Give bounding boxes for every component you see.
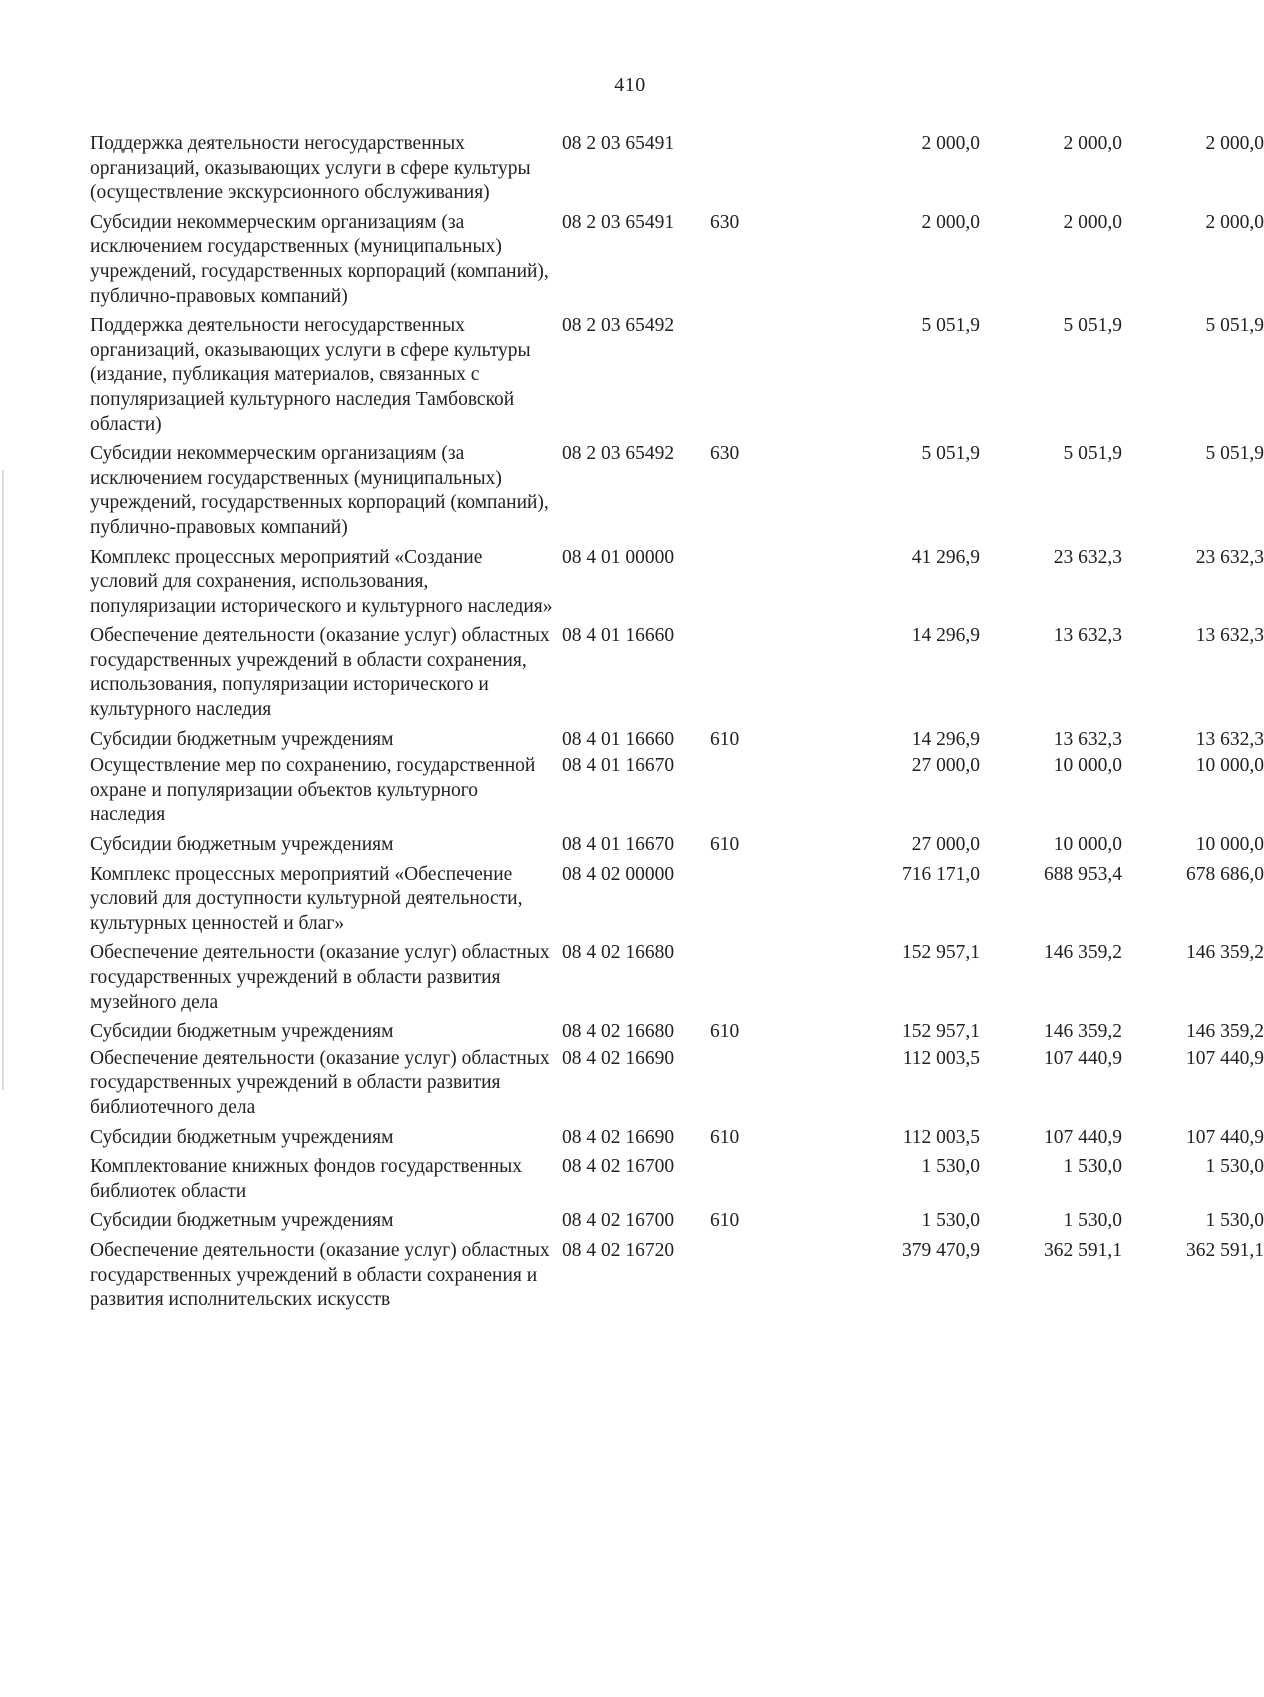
row-amount-year-3: 107 440,9 bbox=[1186, 1047, 1264, 1069]
table-row bbox=[90, 546, 1264, 620]
row-code: 08 4 02 16690 bbox=[562, 1047, 675, 1069]
row-amount-year-2: 1 530,0 bbox=[1063, 1210, 1122, 1232]
row-name: Субсидии некоммерческим организациям (за исключением государственных (муниципальных) учреждений, государственных корпораций (компаний), публично-правовых компаний) bbox=[90, 211, 549, 307]
row-name: Субсидии некоммерческим организациям (за исключением государственных (муниципальных) учреждений, государственных корпораций (компаний), публично-правовых компаний) bbox=[90, 443, 549, 538]
row-amount-year-1: 2 000,0 bbox=[921, 211, 980, 233]
row-amount-year-2: 1 530,0 bbox=[1063, 1156, 1122, 1178]
row-name: Субсидии бюджетным учреждениям bbox=[90, 1021, 394, 1043]
row-amount-year-3: 23 632,3 bbox=[1195, 546, 1264, 568]
row-name: Субсидии бюджетным учреждениям bbox=[90, 834, 394, 856]
row-code: 08 4 02 16680 bbox=[562, 942, 675, 964]
table-row bbox=[90, 132, 1264, 206]
row-code: 08 4 02 16700 bbox=[562, 1156, 675, 1178]
row-amount-year-2: 2 000,0 bbox=[1063, 211, 1122, 233]
row-amount-year-3: 2 000,0 bbox=[1205, 133, 1264, 154]
table-row bbox=[90, 1126, 1264, 1151]
row-code: 08 2 03 65492 bbox=[562, 315, 675, 337]
row-amount-year-3: 13 632,3 bbox=[1195, 728, 1264, 750]
scan-edge-mark bbox=[2, 470, 4, 1090]
table-row bbox=[90, 1239, 1264, 1313]
row-amount-year-3: 1 530,0 bbox=[1205, 1156, 1264, 1178]
row-code: 08 4 02 16720 bbox=[562, 1239, 675, 1261]
row-amount-year-1: 1 530,0 bbox=[921, 1210, 980, 1232]
row-name: Осуществление мер по сохранению, государственной охране и популяризации объектов культурного наследия bbox=[90, 755, 536, 826]
table-row bbox=[90, 1020, 1264, 1045]
row-code: 08 2 03 65492 bbox=[562, 443, 675, 465]
row-amount-year-1: 112 003,5 bbox=[902, 1126, 980, 1148]
row-amount-year-2: 146 359,2 bbox=[1044, 1021, 1122, 1043]
row-amount-year-1: 27 000,0 bbox=[911, 834, 980, 856]
row-amount-year-3: 146 359,2 bbox=[1186, 942, 1264, 964]
table-row bbox=[90, 941, 1264, 1015]
row-amount-year-2: 13 632,3 bbox=[1053, 728, 1122, 750]
row-name: Обеспечение деятельности (оказание услуг) областных государственных учреждений в области развития музейного дела bbox=[90, 942, 550, 1013]
row-amount-year-3: 678 686,0 bbox=[1186, 863, 1264, 885]
row-expense-type: 610 bbox=[710, 834, 740, 856]
row-amount-year-2: 2 000,0 bbox=[1063, 133, 1122, 154]
row-amount-year-2: 107 440,9 bbox=[1044, 1126, 1122, 1148]
row-amount-year-1: 5 051,9 bbox=[921, 315, 980, 337]
table-row bbox=[90, 624, 1264, 722]
row-code: 08 2 03 65491 bbox=[562, 211, 675, 233]
row-expense-type: 630 bbox=[710, 211, 740, 233]
row-code: 08 4 02 16700 bbox=[562, 1210, 675, 1232]
row-name: Комплекс процессных мероприятий «Обеспечение условий для доступности культурной деятельности, культурных ценностей и благ» bbox=[90, 863, 523, 934]
row-amount-year-3: 5 051,9 bbox=[1205, 443, 1264, 465]
row-name: Комплекс процессных мероприятий «Создание условий для сохранения, использования, популяризации исторического и культурного наследия» bbox=[90, 546, 553, 617]
table-row bbox=[90, 211, 1264, 309]
row-name: Поддержка деятельности негосударственных организаций, оказывающих услуги в сфере культуры (издание, публикация материалов, связанных с популяризацией культурного наследия Тамбовской области) bbox=[90, 315, 531, 435]
row-amount-year-2: 10 000,0 bbox=[1053, 755, 1122, 777]
row-amount-year-2: 362 591,1 bbox=[1044, 1239, 1122, 1261]
row-amount-year-1: 152 957,1 bbox=[902, 1021, 980, 1043]
row-amount-year-3: 2 000,0 bbox=[1205, 211, 1264, 233]
table-row bbox=[90, 314, 1264, 437]
table-row bbox=[90, 1155, 1264, 1204]
row-amount-year-1: 14 296,9 bbox=[911, 728, 980, 750]
table-row bbox=[90, 1209, 1264, 1234]
row-name: Обеспечение деятельности (оказание услуг) областных государственных учреждений в области развития библиотечного дела bbox=[90, 1047, 550, 1118]
row-amount-year-1: 27 000,0 bbox=[911, 755, 980, 777]
row-code: 08 4 01 16660 bbox=[562, 728, 675, 750]
row-amount-year-2: 5 051,9 bbox=[1063, 315, 1122, 337]
row-name: Обеспечение деятельности (оказание услуг) областных государственных учреждений в области сохранения и развития исполнительских искусств bbox=[90, 1239, 550, 1311]
table-row bbox=[90, 833, 1264, 858]
row-amount-year-3: 5 051,9 bbox=[1205, 315, 1264, 337]
row-code: 08 4 01 16660 bbox=[562, 625, 675, 647]
row-expense-type: 610 bbox=[710, 1021, 740, 1043]
row-amount-year-2: 146 359,2 bbox=[1044, 942, 1122, 964]
row-expense-type: 610 bbox=[710, 1210, 740, 1232]
row-amount-year-1: 2 000,0 bbox=[921, 133, 980, 154]
table-row bbox=[90, 754, 1264, 828]
row-amount-year-2: 10 000,0 bbox=[1053, 834, 1122, 856]
row-code: 08 4 02 16680 bbox=[562, 1021, 675, 1043]
row-code: 08 2 03 65491 bbox=[562, 133, 675, 154]
row-amount-year-2: 107 440,9 bbox=[1044, 1047, 1122, 1069]
row-code: 08 4 01 16670 bbox=[562, 834, 675, 856]
row-amount-year-3: 362 591,1 bbox=[1186, 1239, 1264, 1261]
row-amount-year-1: 716 171,0 bbox=[902, 863, 980, 885]
table-row bbox=[90, 1047, 1264, 1121]
page-number: 410 bbox=[614, 74, 646, 96]
row-amount-year-1: 5 051,9 bbox=[921, 443, 980, 465]
row-amount-year-1: 112 003,5 bbox=[902, 1047, 980, 1069]
table-row bbox=[90, 863, 1264, 937]
row-amount-year-1: 152 957,1 bbox=[902, 942, 980, 964]
row-code: 08 4 01 16670 bbox=[562, 755, 675, 777]
row-name: Субсидии бюджетным учреждениям bbox=[90, 1126, 394, 1148]
row-amount-year-3: 10 000,0 bbox=[1195, 755, 1264, 777]
row-name: Субсидии бюджетным учреждениям bbox=[90, 728, 394, 750]
row-amount-year-1: 379 470,9 bbox=[902, 1239, 980, 1261]
row-amount-year-3: 107 440,9 bbox=[1186, 1126, 1264, 1148]
row-name: Обеспечение деятельности (оказание услуг) областных государственных учреждений в области сохранения, использования, популяризации исторического и культурного наследия bbox=[90, 625, 550, 721]
row-name: Комплектование книжных фондов государственных библиотек области bbox=[90, 1156, 523, 1202]
row-amount-year-1: 1 530,0 bbox=[921, 1156, 980, 1178]
row-name: Поддержка деятельности негосударственных организаций, оказывающих услуги в сфере культуры (осуществление экскурсионного обслуживания) bbox=[90, 133, 531, 204]
row-amount-year-3: 13 632,3 bbox=[1195, 625, 1264, 647]
budget-table bbox=[90, 132, 1264, 1313]
row-amount-year-1: 14 296,9 bbox=[911, 625, 980, 647]
row-expense-type: 610 bbox=[710, 1126, 740, 1148]
row-code: 08 4 02 16690 bbox=[562, 1126, 675, 1148]
row-expense-type: 630 bbox=[710, 443, 740, 465]
table-row bbox=[90, 442, 1264, 540]
row-expense-type: 610 bbox=[710, 728, 740, 750]
row-amount-year-3: 10 000,0 bbox=[1195, 834, 1264, 856]
table-row bbox=[90, 728, 1264, 753]
row-amount-year-2: 23 632,3 bbox=[1053, 546, 1122, 568]
row-name: Субсидии бюджетным учреждениям bbox=[90, 1210, 394, 1232]
row-amount-year-2: 5 051,9 bbox=[1063, 443, 1122, 465]
row-amount-year-2: 688 953,4 bbox=[1044, 863, 1122, 885]
row-amount-year-1: 41 296,9 bbox=[911, 546, 980, 568]
row-amount-year-2: 13 632,3 bbox=[1053, 625, 1122, 647]
row-code: 08 4 01 00000 bbox=[562, 546, 675, 568]
row-amount-year-3: 146 359,2 bbox=[1186, 1021, 1264, 1043]
row-code: 08 4 02 00000 bbox=[562, 863, 675, 885]
row-amount-year-3: 1 530,0 bbox=[1205, 1210, 1264, 1232]
